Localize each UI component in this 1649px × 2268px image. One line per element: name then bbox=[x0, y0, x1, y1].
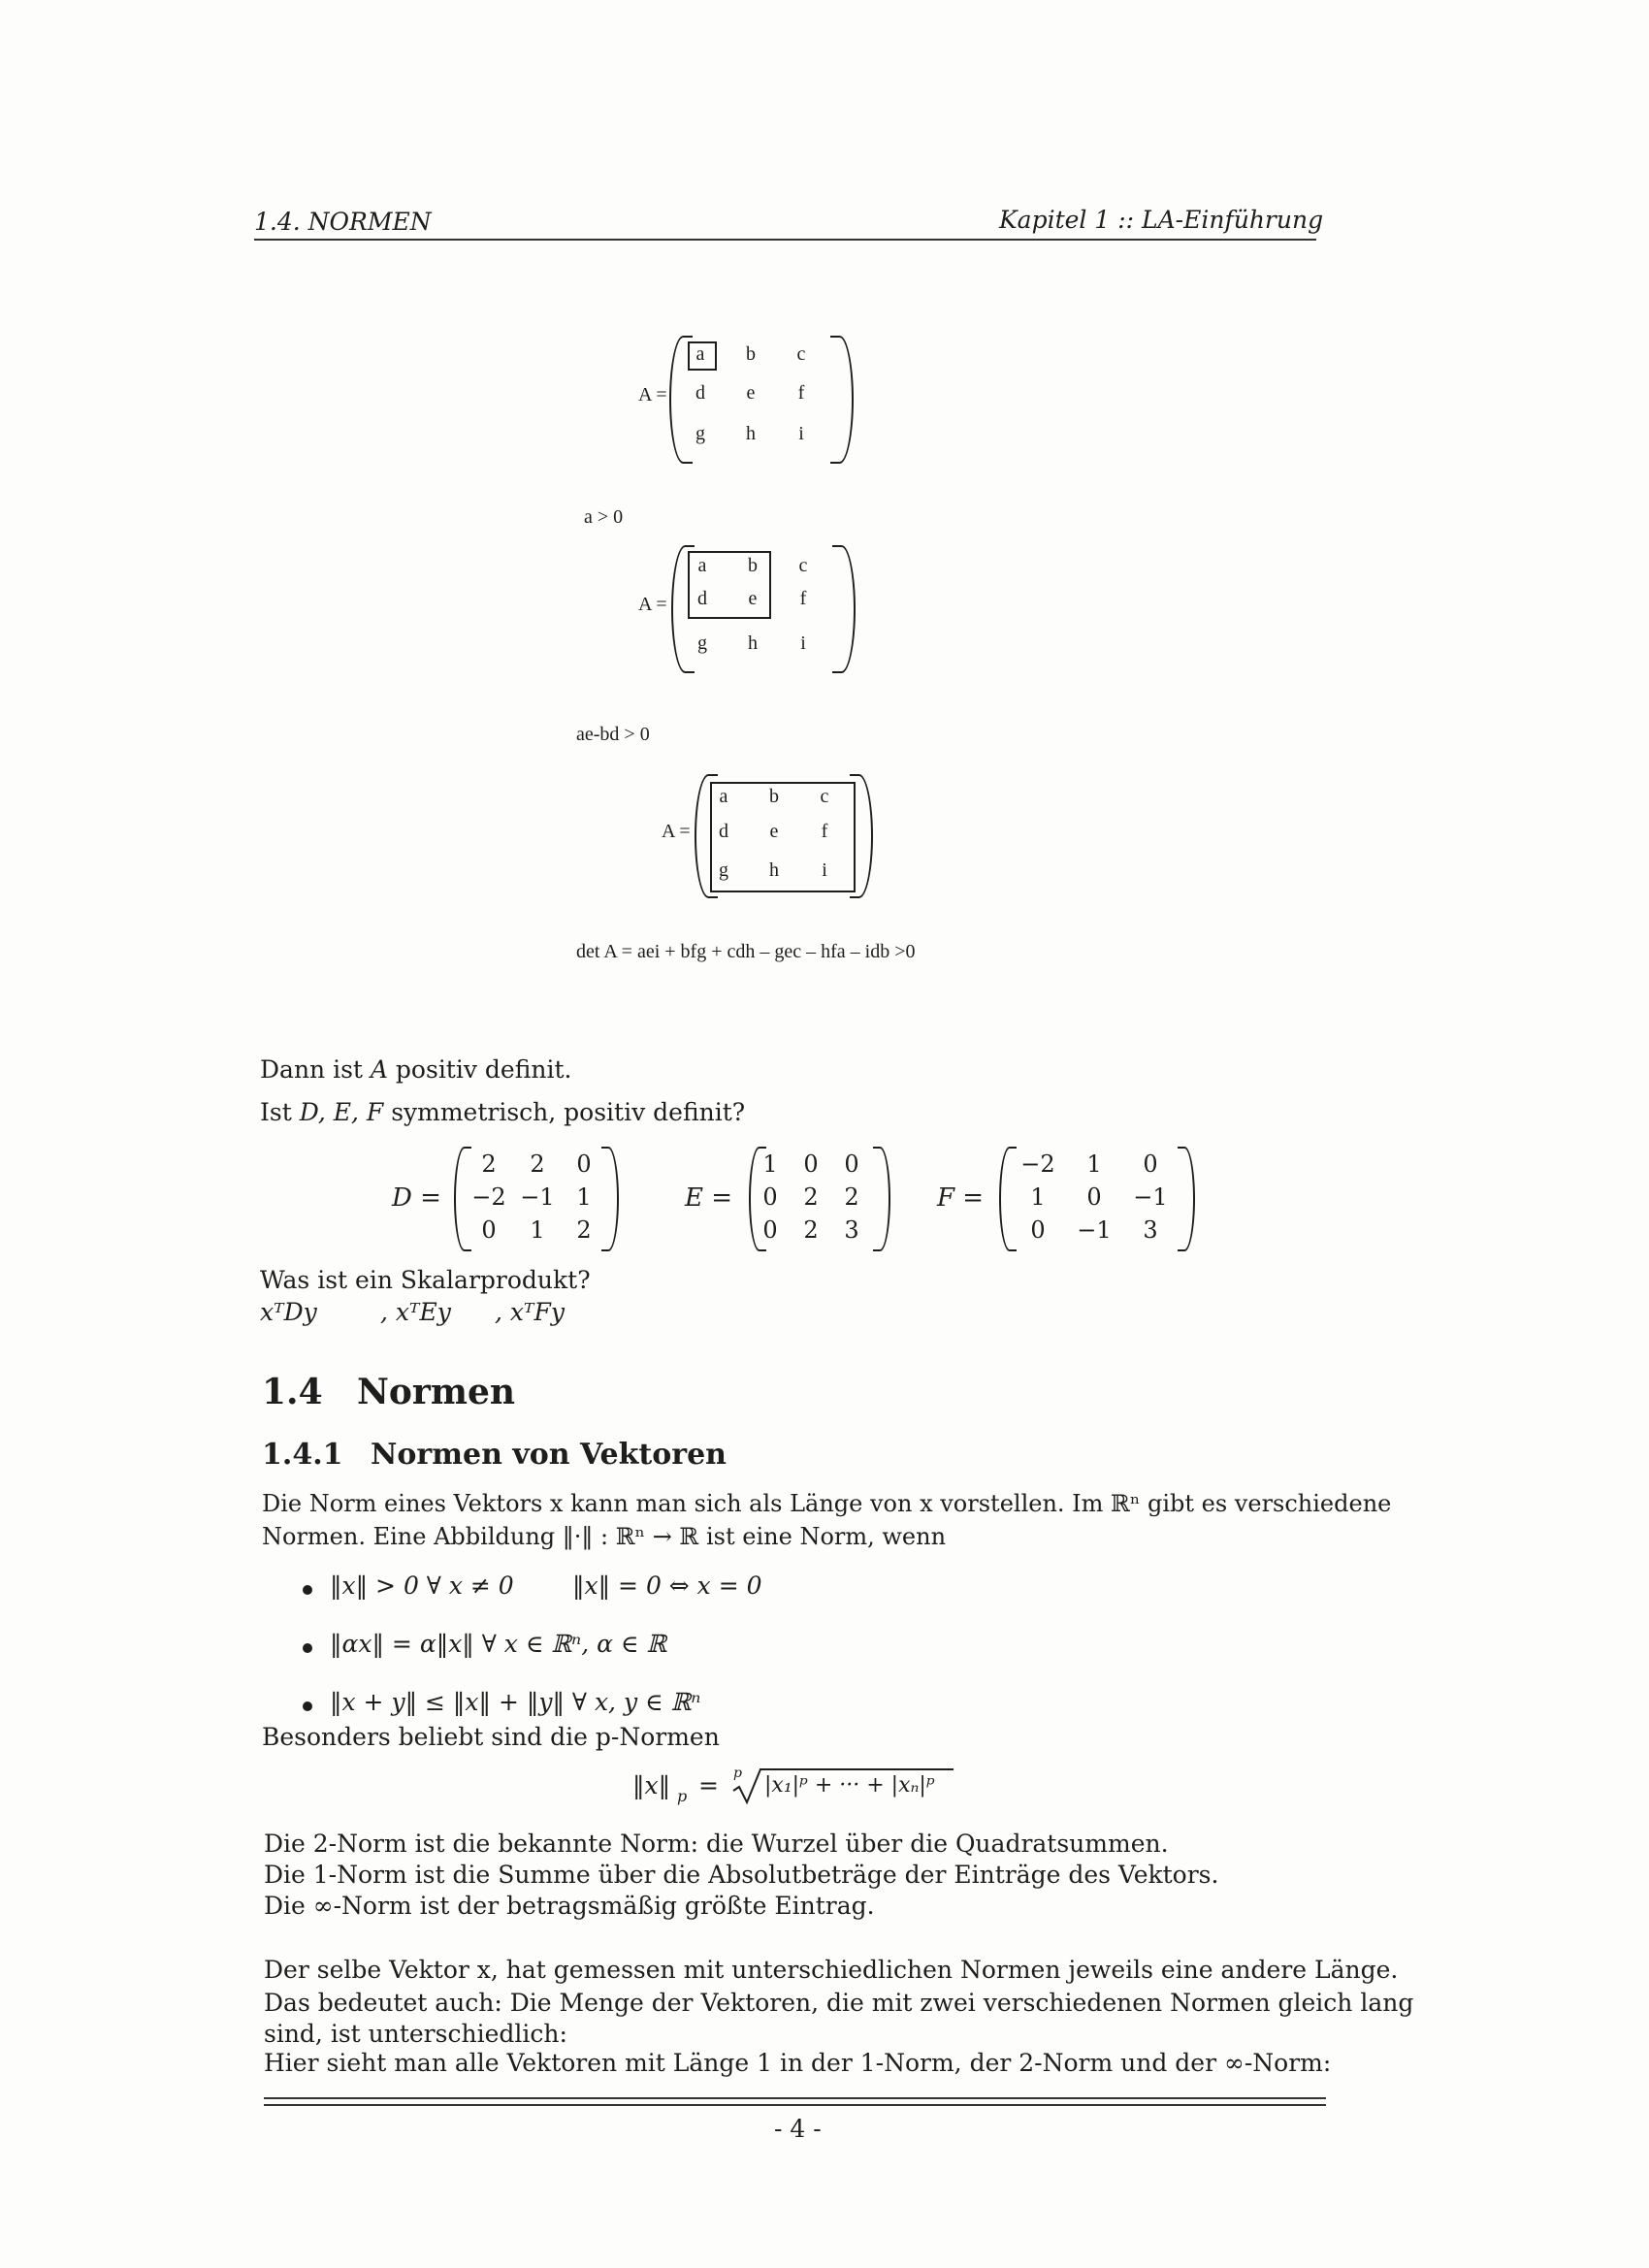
matrix-cell: −1 bbox=[1077, 1216, 1112, 1244]
cell-i: i bbox=[822, 859, 827, 881]
closing-line-2: Das bedeutet auch: Die Menge der Vektoren, die mit zwei verschiedenen Normen gleich lang bbox=[264, 1989, 1414, 2017]
matrix-cell: 0 bbox=[762, 1183, 778, 1211]
footer-rule bbox=[264, 2104, 1326, 2106]
scalar-question: Was ist ein Skalarprodukt? bbox=[260, 1266, 591, 1294]
cell-i: i bbox=[798, 423, 804, 444]
pnorm-intro: Besonders beliebt sind die p-Normen bbox=[262, 1723, 720, 1751]
matrix-cell: 2 bbox=[844, 1183, 859, 1211]
right-paren bbox=[830, 336, 854, 464]
matrix-cell: 3 bbox=[1143, 1216, 1158, 1244]
schematic-matrix-3 bbox=[656, 768, 889, 904]
matrix-cell: −2 bbox=[471, 1183, 506, 1211]
root-index: p bbox=[733, 1766, 742, 1781]
section-title: Normen bbox=[357, 1372, 516, 1412]
cell-h: h bbox=[746, 423, 756, 444]
matrix-cell: 0 bbox=[803, 1150, 819, 1178]
matrix-cell: 1 bbox=[1086, 1150, 1102, 1178]
matrix-label: A = bbox=[662, 821, 691, 842]
matrix-label: A = bbox=[638, 384, 667, 405]
norm-desc-2: Die 2-Norm ist die bekannte Norm: die Wurzel über die Quadratsummen. bbox=[264, 1830, 1169, 1858]
pnorm-subscript: p bbox=[677, 1787, 688, 1805]
matrix-E bbox=[679, 1143, 912, 1249]
cell-e: e bbox=[748, 588, 758, 609]
bullet-icon bbox=[303, 1701, 312, 1711]
question-text: Ist D, E, F symmetrisch, positiv definit? bbox=[260, 1098, 746, 1126]
header-section: 1.4. NORMEN bbox=[254, 208, 432, 236]
cell-a: a bbox=[697, 555, 707, 576]
matrix-cell: 2 bbox=[481, 1150, 497, 1178]
closing-line-4: Hier sieht man alle Vektoren mit Länge 1 in der 1-Norm, der 2-Norm und der ∞-Norm: bbox=[264, 2049, 1332, 2077]
subsection-title: Normen von Vektoren bbox=[371, 1438, 727, 1472]
radical-vinculum bbox=[760, 1768, 954, 1770]
cell-b: b bbox=[746, 343, 756, 365]
pnorm-formula bbox=[632, 1767, 962, 1806]
cell-b: b bbox=[748, 555, 758, 576]
matrix-cell: 2 bbox=[576, 1216, 592, 1244]
cell-d: d bbox=[719, 821, 728, 842]
cell-a: a bbox=[719, 786, 728, 807]
axiom-1b: ‖x‖ = 0 ⇔ x = 0 bbox=[572, 1571, 762, 1600]
right-paren bbox=[1178, 1147, 1195, 1251]
cell-g: g bbox=[697, 632, 707, 654]
cell-d: d bbox=[695, 382, 705, 404]
cell-g: g bbox=[695, 423, 705, 444]
matrix-cell: 0 bbox=[1143, 1150, 1158, 1178]
matrix-cell: 0 bbox=[1086, 1183, 1102, 1211]
cell-i: i bbox=[800, 632, 806, 654]
matrix-cell: −2 bbox=[1020, 1150, 1055, 1178]
matrix-cell: 2 bbox=[803, 1183, 819, 1211]
pnorm-equals: = bbox=[698, 1771, 719, 1799]
matrix-cell: 1 bbox=[530, 1216, 545, 1244]
cell-c: c bbox=[798, 555, 808, 576]
cell-h: h bbox=[748, 632, 758, 654]
closing-line-1: Der selbe Vektor x, hat gemessen mit unterschiedlichen Normen jeweils eine andere Länge. bbox=[264, 1956, 1399, 1984]
cell-c: c bbox=[820, 786, 829, 807]
matrix-D bbox=[386, 1143, 638, 1249]
right-paren bbox=[832, 545, 856, 673]
expr-xEy: , xᵀEy bbox=[380, 1298, 451, 1326]
bullet-icon bbox=[303, 1643, 312, 1653]
cell-g: g bbox=[719, 859, 728, 881]
matrix-E-label: E = bbox=[685, 1183, 733, 1213]
closing-line-3: sind, ist unterschiedlich: bbox=[264, 2020, 567, 2048]
axiom-1a: ‖x‖ > 0 ∀ x ≠ 0 bbox=[330, 1571, 514, 1600]
pnorm-lhs: ‖x‖ bbox=[632, 1771, 671, 1799]
matrix-D-label: D = bbox=[392, 1183, 441, 1213]
matrix-cell: −1 bbox=[1133, 1183, 1168, 1211]
matrix-cell: −1 bbox=[520, 1183, 555, 1211]
matrix-cell: 0 bbox=[762, 1216, 778, 1244]
norm-desc-inf: Die ∞-Norm ist der betragsmäßig größte Eintrag. bbox=[264, 1892, 875, 1920]
cell-d: d bbox=[697, 588, 707, 609]
axiom-2: ‖αx‖ = α‖x‖ ∀ x ∈ ℝⁿ, α ∈ ℝ bbox=[330, 1630, 667, 1658]
subsection-number: 1.4.1 bbox=[262, 1438, 343, 1472]
footer-rule bbox=[264, 2097, 1326, 2099]
matrix-cell: 2 bbox=[530, 1150, 545, 1178]
header-chapter: Kapitel 1 :: LA-Einführung bbox=[999, 206, 1324, 234]
matrix-cell: 1 bbox=[762, 1150, 778, 1178]
conclusion-text: Dann ist A positiv definit. bbox=[260, 1055, 572, 1084]
matrix-cell: 0 bbox=[481, 1216, 497, 1244]
radical-sign-icon bbox=[731, 1767, 764, 1806]
matrix-cell: 1 bbox=[1030, 1183, 1046, 1211]
condition-1: a > 0 bbox=[584, 506, 624, 528]
matrix-label: A = bbox=[638, 594, 667, 615]
page-number: - 4 - bbox=[774, 2115, 822, 2143]
cell-h: h bbox=[769, 859, 779, 881]
pnorm-radicand: |x₁|ᵖ + ··· + |xₙ|ᵖ bbox=[764, 1773, 935, 1798]
schematic-matrix-2 bbox=[632, 539, 865, 675]
norm-desc-1: Die 1-Norm ist die Summe über die Absolutbeträge der Einträge des Vektors. bbox=[264, 1861, 1219, 1889]
cell-f: f bbox=[797, 382, 805, 404]
intro-line-1: Die Norm eines Vektors x kann man sich als Länge von x vorstellen. Im ℝⁿ gibt es verschiedene bbox=[262, 1490, 1392, 1517]
expr-xFy: , xᵀFy bbox=[495, 1298, 565, 1326]
matrix-cell: 1 bbox=[576, 1183, 592, 1211]
cell-e: e bbox=[769, 821, 779, 842]
matrix-cell: 0 bbox=[1030, 1216, 1046, 1244]
header-rule bbox=[254, 239, 1316, 241]
schematic-matrix-1 bbox=[630, 330, 863, 466]
cell-e: e bbox=[746, 382, 756, 404]
condition-3-determinant: det A = aei + bfg + cdh – gec – hfa – idb >0 bbox=[576, 941, 916, 962]
matrix-cell: 0 bbox=[844, 1150, 859, 1178]
matrix-F bbox=[931, 1143, 1212, 1249]
cell-f: f bbox=[799, 588, 807, 609]
matrix-cell: 3 bbox=[844, 1216, 859, 1244]
intro-line-2: Normen. Eine Abbildung ‖·‖ : ℝⁿ → ℝ ist eine Norm, wenn bbox=[262, 1523, 947, 1550]
matrix-cell: 0 bbox=[576, 1150, 592, 1178]
matrix-F-label: F = bbox=[937, 1183, 985, 1213]
cell-c: c bbox=[796, 343, 806, 365]
matrix-cell: 2 bbox=[803, 1216, 819, 1244]
cell-f: f bbox=[821, 821, 828, 842]
condition-2: ae-bd > 0 bbox=[576, 724, 650, 745]
bullet-icon bbox=[303, 1585, 312, 1595]
expr-xDy: xᵀDy bbox=[260, 1298, 317, 1326]
axiom-3: ‖x + y‖ ≤ ‖x‖ + ‖y‖ ∀ x, y ∈ ℝⁿ bbox=[330, 1688, 701, 1716]
cell-a: a bbox=[695, 343, 705, 365]
cell-b: b bbox=[769, 786, 779, 807]
section-number: 1.4 bbox=[262, 1372, 323, 1412]
